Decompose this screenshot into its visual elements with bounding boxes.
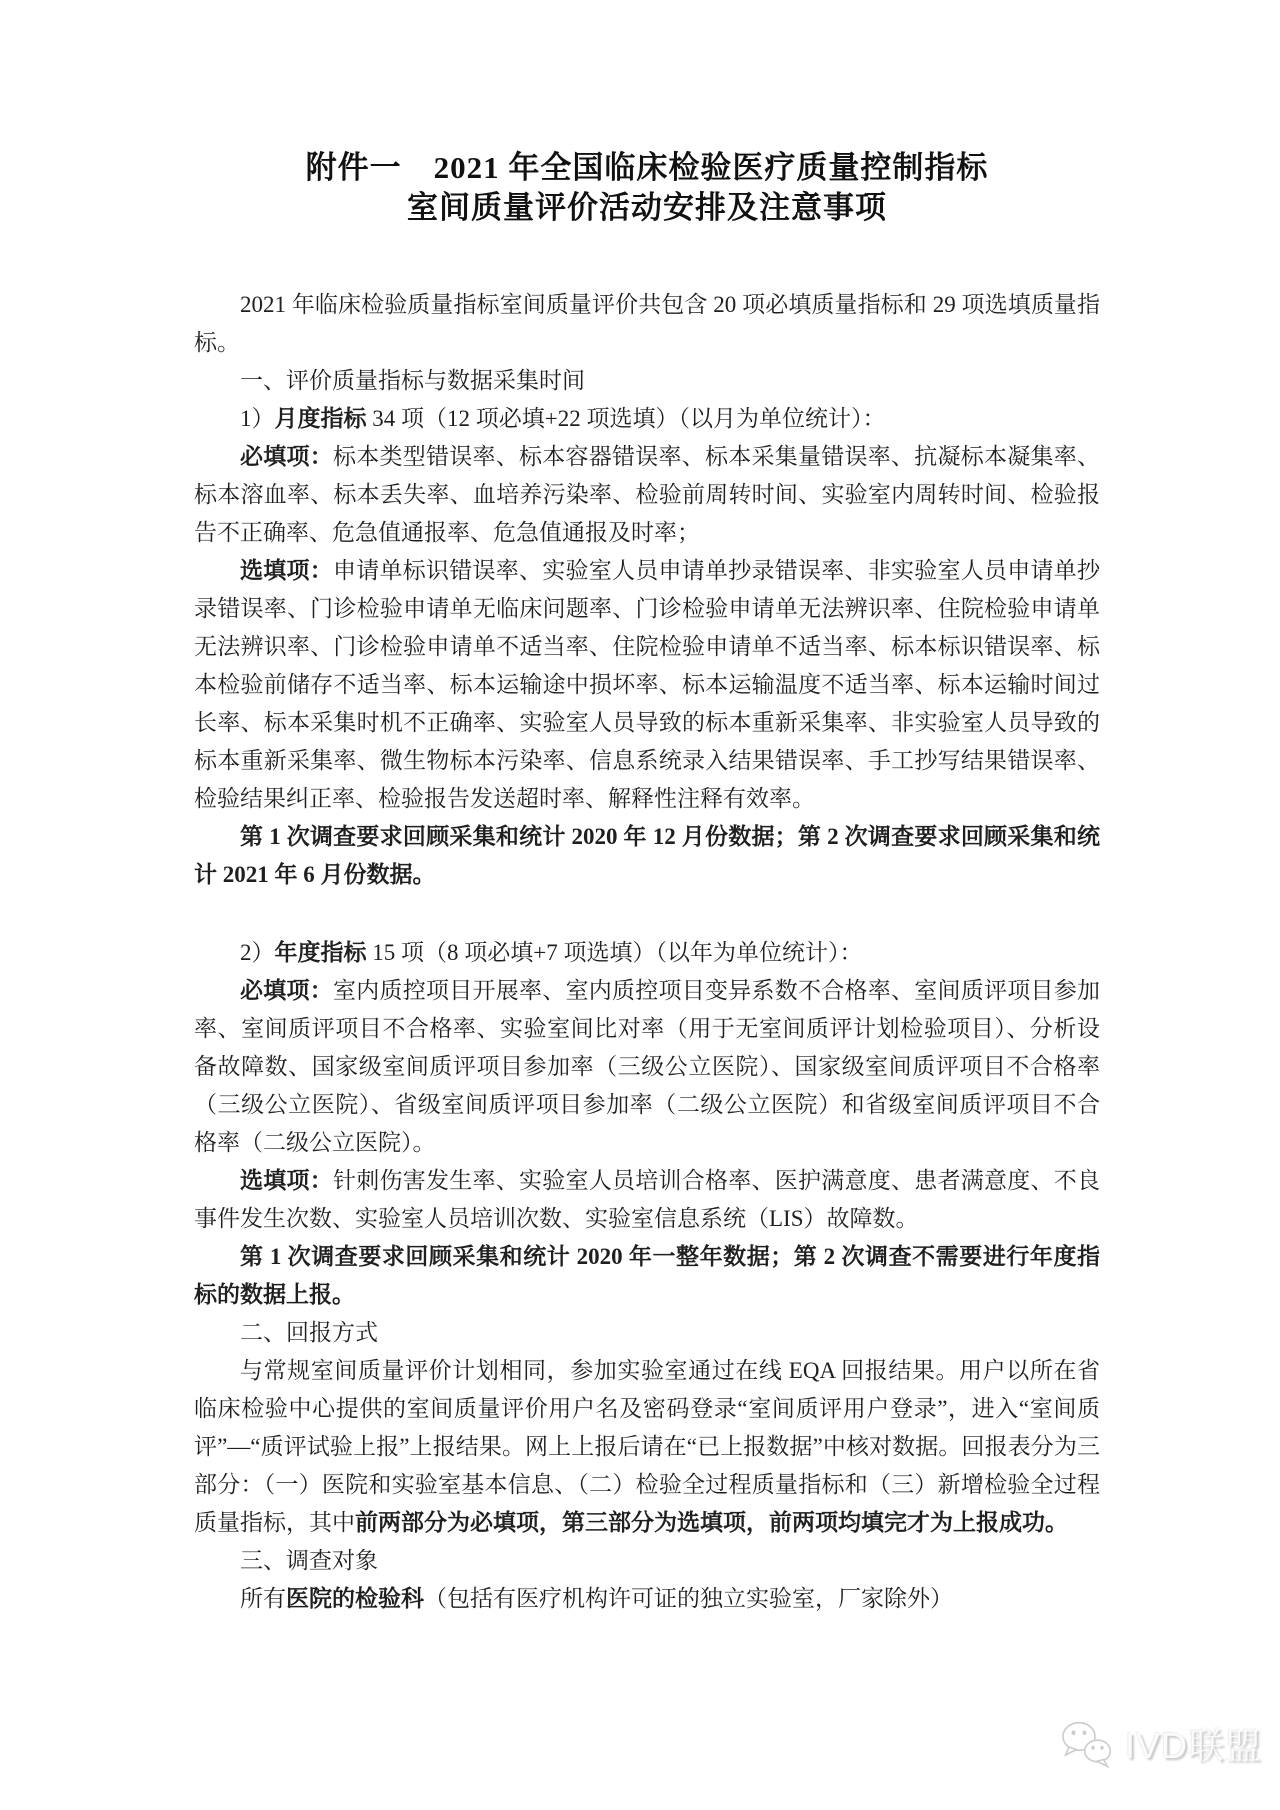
- text-run: 选填项：: [240, 558, 333, 583]
- paragraph-annual-optional-items: [194, 1162, 1100, 1238]
- text-run: 所有: [240, 1586, 286, 1611]
- title-line-2: 室间质量评价活动安排及注意事项: [407, 190, 887, 225]
- text-run: 标本类型错误率、标本容器错误率、标本采集量错误率、抗凝标本凝集率、标本溶血率、标本丢失率、血培养污染率、检验前周转时间、实验室内周转时间、检验报告不正确率、危急值通报率、危急值通报及时率；: [194, 444, 1100, 545]
- paragraph-section-3-heading: [194, 1542, 1100, 1580]
- paragraph-reporting-method: [194, 1352, 1100, 1542]
- text-run: 医院的检验科: [286, 1586, 424, 1611]
- paragraph-annual-required-items: [194, 972, 1100, 1162]
- paragraph-section-1-heading: [194, 362, 1100, 400]
- text-run: 34 项（12 项必填+22 项选填）（以月为单位统计）：: [366, 406, 886, 431]
- text-run: 1）: [240, 406, 275, 431]
- paragraph-annual-indicators-heading: [194, 934, 1100, 972]
- text-run: 第 1 次调查要求回顾采集和统计 2020 年一整年数据；第 2 次调查不需要进行年度指标的数据上报。: [194, 1244, 1100, 1307]
- text-run: 第 1 次调查要求回顾采集和统计 2020 年 12 月份数据；第 2 次调查要求回顾采集和统计 2021 年 6 月份数据。: [194, 824, 1101, 887]
- watermark: [1060, 1720, 1262, 1772]
- text-run: 2）: [240, 940, 275, 965]
- text-run: 15 项（8 项必填+7 项选填）（以年为单位统计）：: [366, 940, 863, 965]
- text-run: （包括有医疗机构许可证的独立实验室，厂家除外）: [424, 1586, 953, 1611]
- paragraph-monthly-optional-items: [194, 552, 1100, 818]
- document-title: [194, 148, 1100, 228]
- text-run: 月度指标: [274, 406, 367, 431]
- title-line-1: 附件一 2021 年全国临床检验医疗质量控制指标: [305, 150, 989, 185]
- text-run: 申请单标识错误率、实验室人员申请单抄录错误率、非实验室人员申请单抄录错误率、门诊检验申请单无临床问题率、门诊检验申请单无法辨识率、住院检验申请单无法辨识率、门诊检验申请单不适当率、住院检验申请单不适当率、标本标识错误率、标本检验前储存不适当率、标本运输途中损坏率、标本运输温度不适当率、标本运输时间过长率、标本采集时机不正确率、实验室人员导致的标本重新采集率、非实验室人员导致的标本重新采集率、微生物标本污染率、信息系统录入结果错误率、手工抄写结果错误率、检验结果纠正率、检验报告发送超时率、解释性注释有效率。: [194, 558, 1100, 811]
- document-body: [194, 286, 1100, 1618]
- text-run: 2021 年临床检验质量指标室间质量评价共包含 20 项必填质量指标和 29 项选填质量指标。: [194, 292, 1100, 355]
- paragraph-section-2-heading: [194, 1314, 1100, 1352]
- text-run: 一、评价质量指标与数据采集时间: [240, 368, 585, 393]
- paragraph-intro: [194, 286, 1100, 362]
- paragraph-annual-survey-note: [194, 1238, 1100, 1314]
- text-run: 与常规室间质量评价计划相同，参加实验室通过在线 EQA 回报结果。用户以所在省临床检验中心提供的室间质量评价用户名及密码登录“室间质评用户登录”，进入“室间质评”—“质评试验上报”上报结果。网上上报后请在“已上报数据”中核对数据。回报表分为三部分：（一）医院和实验室基本信息、（二）检验全过程质量指标和（三）新增检验全过程质量指标，其中: [194, 1358, 1100, 1535]
- paragraph-survey-targets: [194, 1580, 1100, 1618]
- wechat-icon: [1060, 1720, 1116, 1772]
- text-run: 选填项：: [240, 1168, 333, 1193]
- text-run: 三、调查对象: [240, 1548, 378, 1573]
- text-run: 室内质控项目开展率、室内质控项目变异系数不合格率、室间质评项目参加率、室间质评项目不合格率、实验室间比对率（用于无室间质评计划检验项目）、分析设备故障数、国家级室间质评项目参加率（三级公立医院）、国家级室间质评项目不合格率（三级公立医院）、省级室间质评项目参加率（二级公立医院）和省级室间质评项目不合格率（二级公立医院）。: [194, 978, 1100, 1155]
- document-content: [194, 148, 1100, 1618]
- paragraph-monthly-required-items: [194, 438, 1100, 552]
- text-run: 二、回报方式: [240, 1320, 378, 1345]
- text-run: 针刺伤害发生率、实验室人员培训合格率、医护满意度、患者满意度、不良事件发生次数、实验室人员培训次数、实验室信息系统（LIS）故障数。: [194, 1168, 1100, 1231]
- text-run: 必填项：: [240, 444, 333, 469]
- paragraph-monthly-survey-note: [194, 818, 1100, 894]
- watermark-label: IVD联盟: [1125, 1725, 1263, 1766]
- text-run: 前两部分为必填项，第三部分为选填项，前两项均填完才为上报成功。: [355, 1510, 1068, 1535]
- text-run: 必填项：: [240, 978, 333, 1003]
- text-run: 年度指标: [274, 940, 367, 965]
- paragraph-monthly-indicators-heading: [194, 400, 1100, 438]
